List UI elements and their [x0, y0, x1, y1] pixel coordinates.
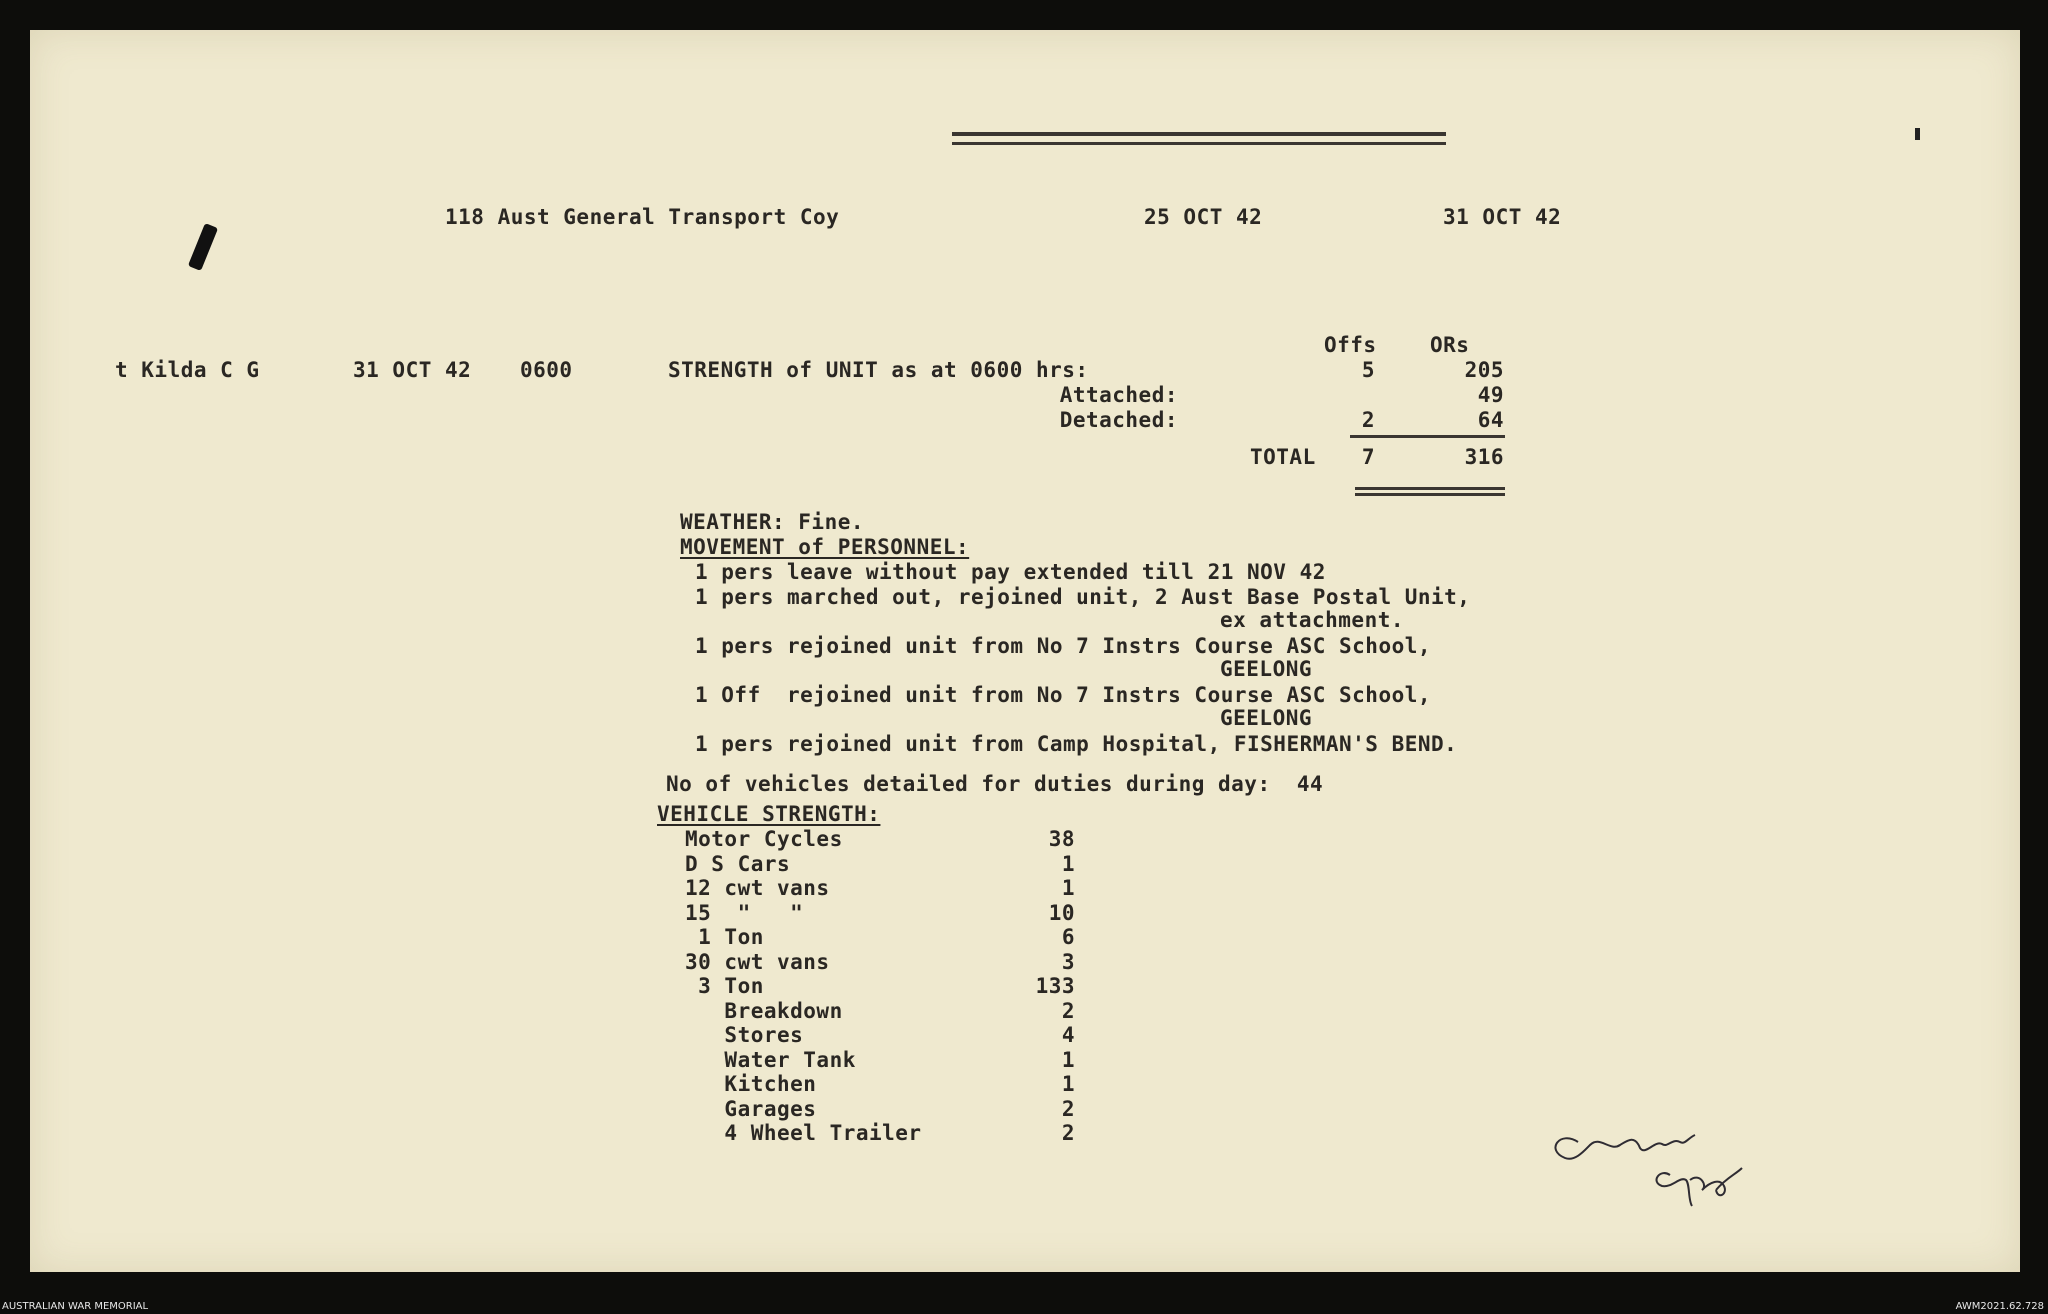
ink-mark: [188, 223, 218, 271]
movement-line-4-cont: GEELONG: [1220, 706, 1313, 730]
vehicle-count: 2: [1061, 1096, 1075, 1121]
vehicle-strength-heading: VEHICLE STRENGTH:: [657, 802, 881, 826]
vehicle-row: [685, 1097, 1085, 1122]
vehicle-row: [685, 999, 1085, 1024]
total-label: TOTAL: [1250, 445, 1316, 469]
vehicle-name: 12 cwt vans: [685, 876, 830, 900]
vehicle-name: 15 " ": [685, 900, 804, 925]
vehicle-count: 10: [1048, 900, 1075, 925]
vehicle-row: [685, 1023, 1085, 1048]
vehicle-name: Kitchen: [685, 1072, 817, 1096]
handwritten-signature: [1540, 1090, 1860, 1230]
total-double-rule-lower: [1355, 493, 1505, 496]
date-from: 25 OCT 42: [1144, 205, 1263, 229]
vehicle-row: [685, 1121, 1085, 1146]
vehicle-count: 1: [1061, 1047, 1075, 1072]
total-double-rule-upper: [1355, 487, 1505, 490]
vehicle-row: [685, 974, 1085, 999]
vehicle-row: [685, 1048, 1085, 1073]
vehicle-row: [685, 950, 1085, 975]
movement-line-2-cont: ex attachment.: [1220, 608, 1405, 632]
entry-place: t Kilda C G: [115, 358, 260, 382]
entry-date: 31 OCT 42: [353, 358, 472, 382]
movement-line-3: 1 pers rejoined unit from No 7 Instrs Course ASC School,: [695, 634, 1432, 658]
row-attached-label: Attached:: [1059, 383, 1178, 407]
vehicle-count: 1: [1061, 851, 1075, 876]
total-rule: [1350, 435, 1505, 438]
row-detached-offs: 2: [1361, 408, 1375, 432]
vehicle-name: 3 Ton: [685, 974, 764, 998]
document-page: [30, 30, 2020, 1272]
vehicles-detailed: No of vehicles detailed for duties during day: 44: [666, 772, 1324, 796]
vehicle-row: [685, 901, 1085, 926]
vehicle-count: 2: [1061, 998, 1075, 1023]
vehicle-row: [685, 852, 1085, 877]
vehicle-name: Water Tank: [685, 1047, 856, 1072]
vehicle-row: [685, 876, 1085, 901]
vehicle-count: 2: [1061, 1121, 1075, 1145]
vehicle-count: 4: [1061, 1023, 1075, 1047]
vehicle-name: D S Cars: [685, 851, 791, 876]
vehicle-count: 133: [1035, 974, 1075, 998]
vehicle-row: [685, 827, 1085, 852]
movement-line-5: 1 pers rejoined unit from Camp Hospital, FISHERMAN'S BEND.: [695, 732, 1458, 756]
row-attached-ors: 49: [1477, 383, 1504, 407]
col-offs-header: Offs: [1324, 333, 1377, 357]
row-present-offs: 5: [1361, 358, 1375, 382]
col-ors-header: ORs: [1430, 333, 1470, 357]
unit-name: 118 Aust General Transport Coy: [445, 205, 840, 229]
vehicle-name: Garages: [685, 1096, 817, 1121]
movement-line-1: 1 pers leave without pay extended till 21 NOV 42: [695, 560, 1326, 584]
total-offs: 7: [1361, 445, 1375, 469]
vehicle-count: 3: [1061, 949, 1075, 974]
row-present-ors: 205: [1464, 358, 1504, 382]
strength-heading: STRENGTH of UNIT as at 0600 hrs:: [668, 358, 1089, 382]
vehicle-row: [685, 925, 1085, 950]
total-ors: 316: [1464, 445, 1504, 469]
movement-line-2: 1 pers marched out, rejoined unit, 2 Aust Base Postal Unit,: [695, 585, 1471, 609]
movement-line-4: 1 Off rejoined unit from No 7 Instrs Course ASC School,: [695, 683, 1432, 707]
vehicle-count: 1: [1061, 876, 1075, 900]
vehicle-name: 1 Ton: [685, 925, 764, 949]
vehicle-row: [685, 1072, 1085, 1097]
vehicle-name: 30 cwt vans: [685, 949, 830, 974]
footer-left: AUSTRALIAN WAR MEMORIAL: [2, 1301, 149, 1312]
entry-time: 0600: [520, 358, 573, 382]
footer-right: AWM2021.62.728: [1955, 1301, 2044, 1312]
vehicle-count: 6: [1061, 925, 1075, 949]
vehicle-name: Stores: [685, 1023, 804, 1047]
vehicle-count: 1: [1061, 1072, 1075, 1096]
vehicle-count: 38: [1048, 827, 1075, 851]
row-detached-label: Detached:: [1059, 408, 1178, 432]
movement-heading: MOVEMENT of PERSONNEL:: [680, 535, 970, 559]
weather-line: WEATHER: Fine.: [680, 510, 865, 534]
top-double-rule-upper: [952, 132, 1446, 136]
vehicle-list: [685, 827, 1085, 1146]
vehicle-name: Motor Cycles: [685, 827, 843, 851]
date-to: 31 OCT 42: [1443, 205, 1562, 229]
vehicle-name: 4 Wheel Trailer: [685, 1121, 922, 1145]
row-detached-ors: 64: [1477, 408, 1504, 432]
vehicle-name: Breakdown: [685, 998, 843, 1023]
movement-line-3-cont: GEELONG: [1220, 657, 1313, 681]
ink-dot: [1915, 128, 1920, 140]
top-double-rule-lower: [952, 142, 1446, 145]
